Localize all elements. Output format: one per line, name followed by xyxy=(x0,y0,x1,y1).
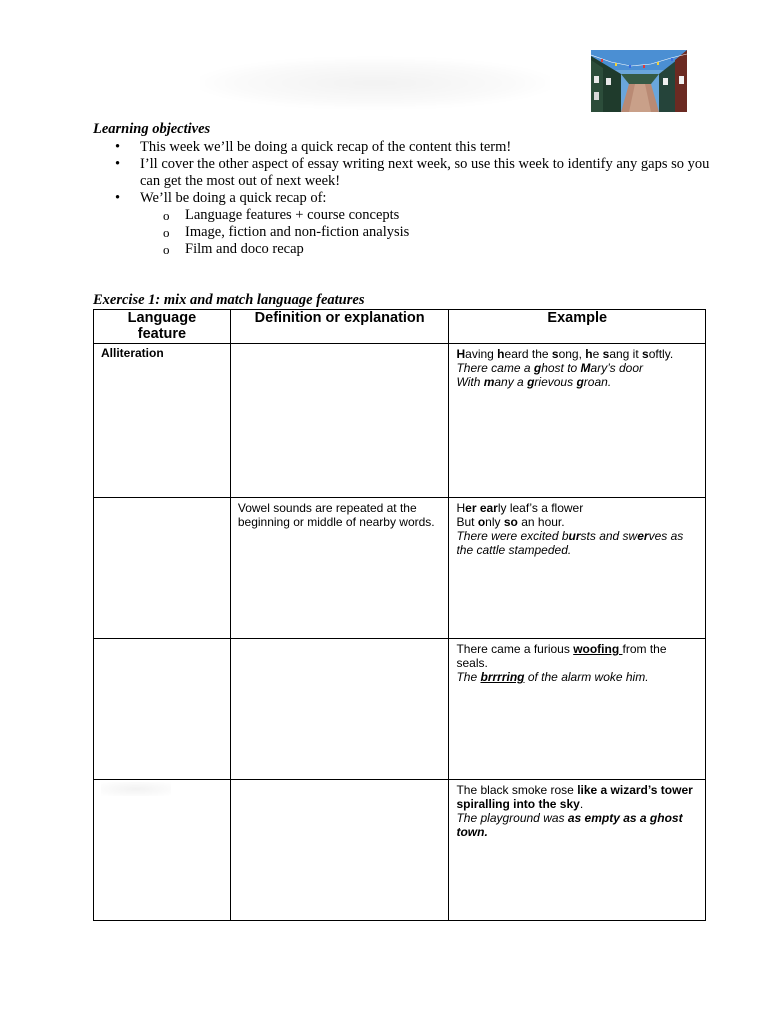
header-definition: Definition or explanation xyxy=(230,310,449,344)
feature-cell[interactable] xyxy=(94,639,231,780)
example-line: Her early leaf’s a flower xyxy=(456,501,584,515)
example-line: The playground was as empty as a ghost town. xyxy=(456,811,683,839)
bullet-icon: • xyxy=(115,156,121,172)
bullet-icon: • xyxy=(115,190,121,206)
recap-item: o Film and doco recap xyxy=(163,241,304,257)
example-line: There came a ghost to Mary’s door xyxy=(456,361,644,375)
learning-objectives xyxy=(93,121,713,258)
example-line: Having heard the song, he sang it softly. xyxy=(456,347,674,361)
objectives-heading: Learning objectives xyxy=(93,121,211,137)
example-cell xyxy=(449,498,706,639)
table-row xyxy=(94,344,706,498)
example-line: With many a grievous groan. xyxy=(456,375,612,389)
objective-item: • This week we’ll be doing a quick recap of the content this term! xyxy=(115,139,512,155)
example-line: The black smoke rose like a wizard’s tower spiralling into the sky. xyxy=(456,783,693,811)
definition-cell[interactable] xyxy=(230,344,449,498)
example-line: There came a furious woofing from the seals. xyxy=(456,642,667,670)
feature-cell[interactable] xyxy=(94,780,231,921)
circle-bullet-icon: o xyxy=(163,208,170,223)
definition-cell[interactable] xyxy=(230,639,449,780)
objective-item: • We’ll be doing a quick recap of: o Language features + course concepts o Image, fiction and non-fiction analysis o Film and doco recap xyxy=(93,190,713,258)
example-cell xyxy=(449,639,706,780)
objective-item: • I’ll cover the other aspect of essay writing next week, so use this week to identify any gaps so you can get the most out of next week! xyxy=(115,156,710,189)
street-photo xyxy=(591,50,687,112)
blurred-feature-label xyxy=(101,782,171,796)
circle-bullet-icon: o xyxy=(163,242,170,257)
header-example: Example xyxy=(449,310,706,344)
circle-bullet-icon: o xyxy=(163,225,170,240)
feature-cell[interactable]: Alliteration xyxy=(94,344,231,498)
header-feature: Language feature xyxy=(94,310,231,344)
language-features-table xyxy=(93,309,706,921)
table-row xyxy=(94,498,706,639)
blurred-title xyxy=(200,58,550,108)
definition-cell[interactable] xyxy=(230,780,449,921)
definition-cell: Vowel sounds are repeated at the beginning or middle of nearby words. xyxy=(230,498,449,639)
feature-cell[interactable] xyxy=(94,498,231,639)
example-cell xyxy=(449,344,706,498)
table-row xyxy=(94,639,706,780)
table-header-row xyxy=(94,310,706,344)
example-line: But only so an hour. xyxy=(456,515,565,529)
example-line: The brrrring of the alarm woke him. xyxy=(456,670,649,684)
objectives-list xyxy=(93,139,713,258)
bullet-icon: • xyxy=(115,139,121,155)
table-row xyxy=(94,780,706,921)
exercise-title: Exercise 1: mix and match language features xyxy=(93,292,365,308)
recap-item: o Image, fiction and non-fiction analysis xyxy=(163,224,410,240)
example-cell xyxy=(449,780,706,921)
example-line: There were excited bursts and swerves as the cattle stampeded. xyxy=(456,529,684,557)
recap-sublist xyxy=(93,207,713,258)
recap-item: o Language features + course concepts xyxy=(163,207,400,223)
